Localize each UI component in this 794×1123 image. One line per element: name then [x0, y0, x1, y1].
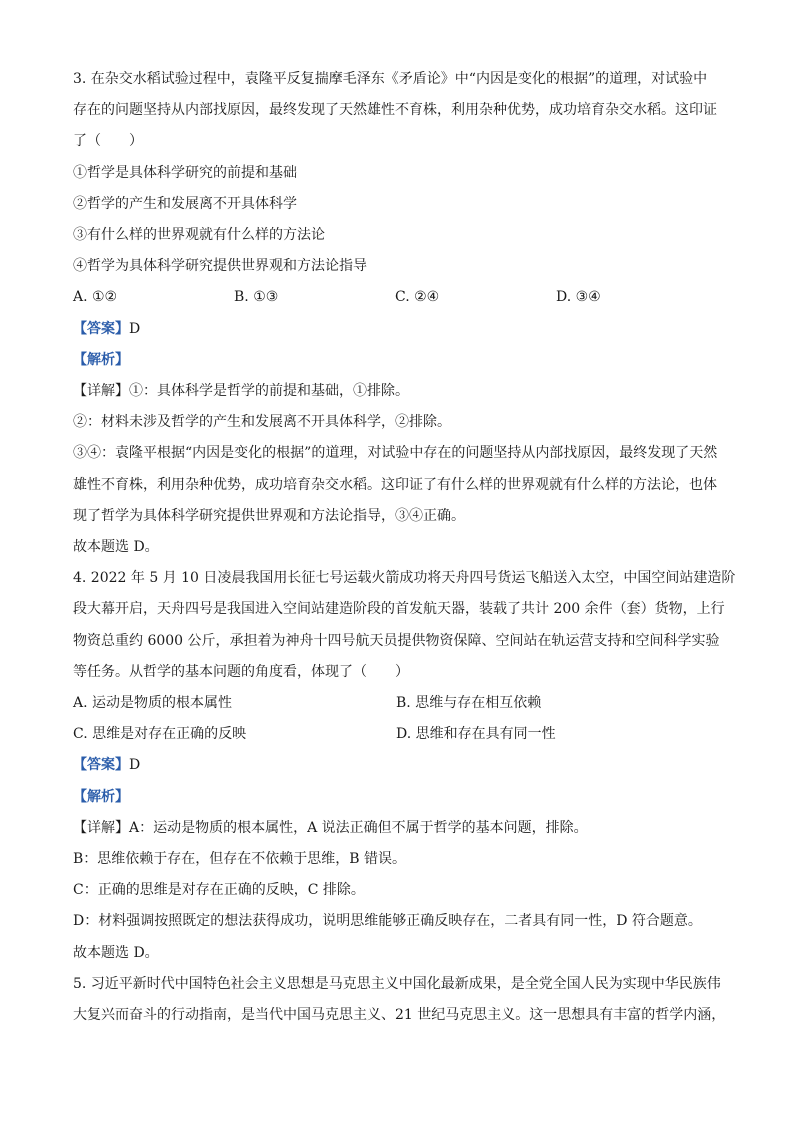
- statement-4: ④哲学为具体科学研究提供世界观和方法论指导: [73, 258, 367, 275]
- option-a: A. ①②: [73, 289, 118, 306]
- conclusion-line: 故本题选 D。: [73, 539, 159, 556]
- options-row: [73, 282, 729, 313]
- question-stem-line: 存在的问题坚持从内部找原因，最终发现了天然雄性不育株，利用杂种优势，成功培育杂交水稻。这印证: [73, 102, 717, 119]
- answer-value: D: [129, 757, 141, 774]
- question-stem-line: 3. 在杂交水稻试验过程中，袁隆平反复揣摩毛泽东《矛盾论》中“内因是变化的根据”的道理，对试验中: [73, 71, 708, 87]
- detail-label: 【详解】: [73, 819, 129, 836]
- option-c: C. ②④: [395, 289, 440, 306]
- detail-line: ③④：袁隆平根据“内因是变化的根据”的道理，对试验中存在的问题坚持从内部找原因，最终发现了天然: [73, 445, 718, 462]
- answer-line: [73, 750, 729, 781]
- options-row: [73, 719, 729, 750]
- option-a: A. 运动是物质的根本属性: [73, 695, 233, 712]
- option-b: B. 思维与存在相互依赖: [396, 695, 542, 712]
- option-b: B. ①③: [234, 289, 279, 306]
- answer-line: [73, 314, 729, 345]
- detail-line: [73, 813, 729, 844]
- question-stem-line: 了（ ）: [73, 133, 143, 150]
- question-3: [73, 64, 729, 563]
- analysis-line: [73, 345, 729, 376]
- detail-label: 【详解】: [73, 383, 129, 400]
- detail-line: D：材料强调按照既定的想法获得成功，说明思维能够正确反映存在，二者具有同一性，D 符合题意。: [73, 913, 702, 930]
- question-stem-line: 物资总重约 6000 公斤，承担着为神舟十四号航天员提供物资保障、空间站在轨运营支持和空间科学实验: [73, 632, 720, 649]
- question-5: [73, 969, 729, 1031]
- detail-line: B：思维依赖于存在，但存在不依赖于思维，B 错误。: [73, 851, 407, 868]
- answer-label: 【答案】: [73, 320, 129, 337]
- statement-3: ③有什么样的世界观就有什么样的方法论: [73, 227, 325, 244]
- analysis-label: 【解析】: [73, 788, 129, 805]
- question-stem-line: 5. 习近平新时代中国特色社会主义思想是马克思主义中国化最新成果，是全党全国人民为实现中华民族伟: [73, 975, 721, 992]
- question-stem-line: 大复兴而奋斗的行动指南，是当代中国马克思主义、21 世纪马克思主义。这一思想具有丰富的哲学内涵，: [73, 1007, 726, 1024]
- detail-line: 雄性不育株，利用杂种优势，成功培育杂交水稻。这印证了有什么样的世界观就有什么样的方法论，也体: [73, 476, 717, 493]
- question-stem-line: 等任务。从哲学的基本问题的角度看，体现了（ ）: [73, 663, 409, 680]
- detail-text: A：运动是物质的根本属性，A 说法正确但不属于哲学的基本问题，排除。: [129, 819, 588, 836]
- detail-line: [73, 376, 729, 407]
- option-d: D. 思维和存在具有同一性: [396, 726, 556, 743]
- detail-line: 现了哲学为具体科学研究提供世界观和方法论指导，③④正确。: [73, 507, 465, 524]
- analysis-label: 【解析】: [73, 351, 129, 368]
- question-stem-line: 段大幕开启，天舟四号是我国进入空间站建造阶段的首发航天器，装载了共计 200 余件（套）货物，上行: [73, 601, 725, 618]
- analysis-line: [73, 782, 729, 813]
- statement-2: ②哲学的产生和发展离不开具体科学: [73, 195, 297, 212]
- option-c: C. 思维是对存在正确的反映: [73, 726, 247, 743]
- option-d: D. ③④: [556, 289, 601, 306]
- detail-text: ①：具体科学是哲学的前提和基础，①排除。: [129, 383, 409, 400]
- answer-label: 【答案】: [73, 757, 129, 774]
- document-page: [73, 64, 736, 1031]
- detail-line: C：正确的思维是对存在正确的反映，C 排除。: [73, 882, 365, 899]
- question-4: [73, 563, 736, 969]
- answer-value: D: [129, 320, 141, 337]
- options-row: [73, 688, 729, 719]
- question-stem-line: 4. 2022 年 5 月 10 日凌晨我国用长征七号运载火箭成功将天舟四号货运飞船送入太空，中国空间站建造阶: [73, 570, 736, 587]
- detail-line: ②：材料未涉及哲学的产生和发展离不开具体科学，②排除。: [73, 414, 451, 431]
- statement-1: ①哲学是具体科学研究的前提和基础: [73, 164, 297, 181]
- conclusion-line: 故本题选 D。: [73, 944, 159, 961]
